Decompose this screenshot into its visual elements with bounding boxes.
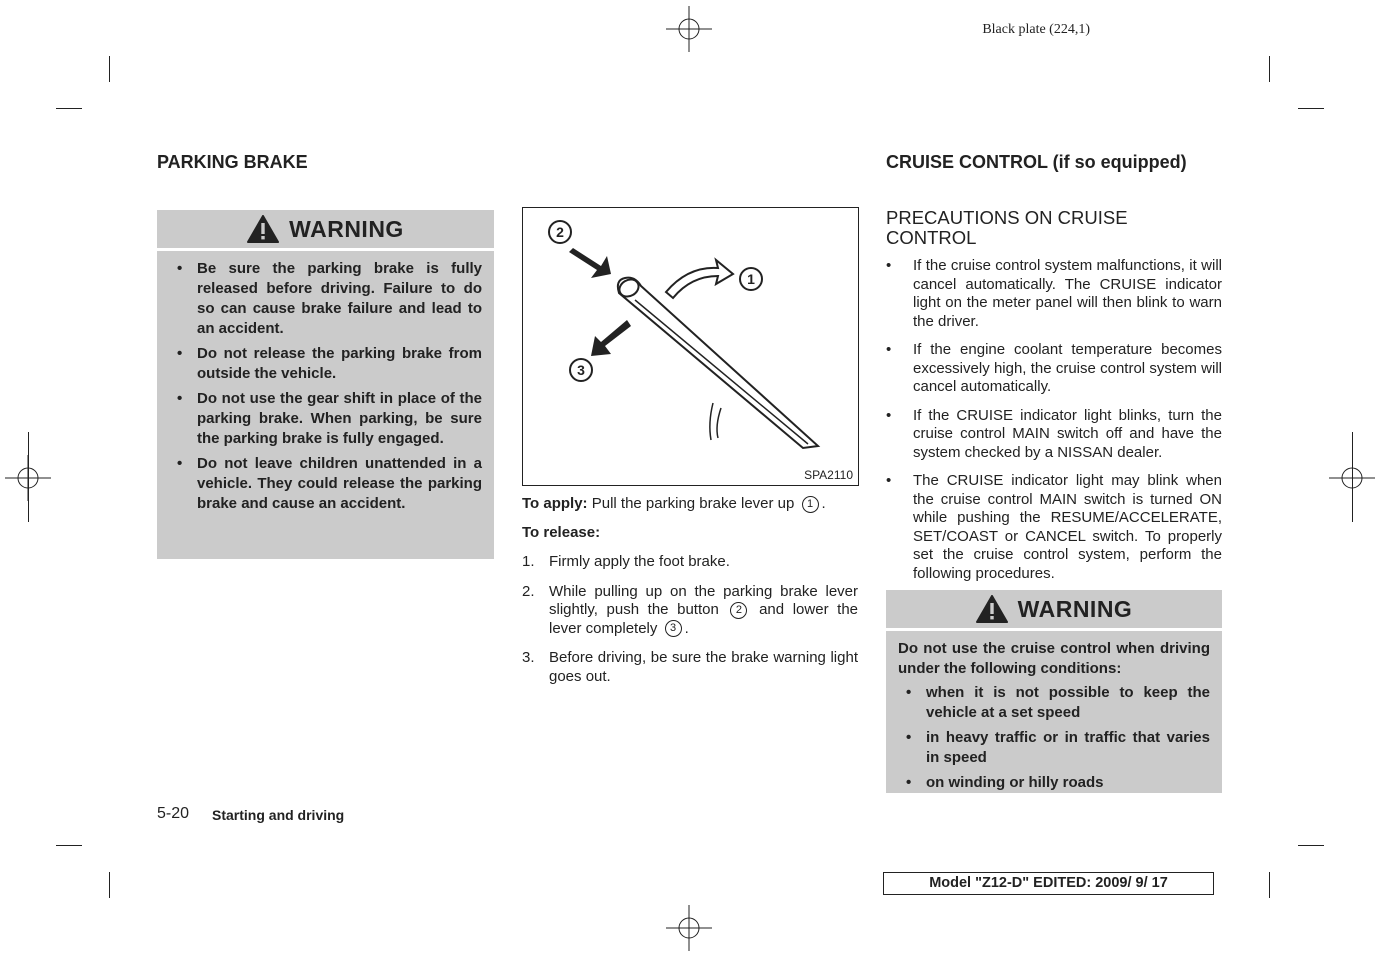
crop-mark [109,56,110,82]
warning-intro: Do not use the cruise control when driving under the following conditions: [898,640,1210,677]
warning-title: WARNING [1017,595,1133,622]
parking-brake-figure [522,207,859,486]
registration-mark [666,6,712,52]
warning-triangle-icon [247,215,279,243]
crop-mark [56,108,82,109]
callout-2: 2 [548,220,572,244]
page-number: 5-20 [157,805,190,822]
section-heading-parking-brake: PARKING BRAKE [157,152,308,172]
crop-mark [1269,872,1270,898]
registration-mark [666,905,712,951]
figure-id: SPA2110 [804,468,853,482]
precaution-item: • If the cruise control system malfunctions, it will cancel automatically. The CRUISE indicator light on the meter panel will then blink to warn the driver. [886,257,1222,331]
model-edit-box: Model "Z12-D" EDITED: 2009/ 9/ 17 [883,872,1214,895]
warning-item: • on winding or hilly roads [898,773,1210,793]
apply-label: To apply: [522,495,588,512]
warning-item: • when it is not possible to keep the vehicle at a set speed [898,683,1210,723]
parking-brake-lever-illustration [523,208,858,485]
apply-instruction: To apply: Pull the parking brake lever up 1 . [522,495,826,512]
subheading-precautions: PRECAUTIONS ON CRUISE CONTROL [886,207,1128,248]
section-heading-cruise-control: CRUISE CONTROL (if so equipped) [886,152,1187,172]
callout-3: 3 [569,358,593,382]
precaution-item: • The CRUISE indicator light may blink when the cruise control MAIN switch is turned ON while pushing the RESUME/ACCELERATE, SET/COAST or CANCEL switch. To properly set the cruise control system, perform the following procedures. [886,472,1222,583]
crop-mark [28,432,29,522]
ref-circle: 2 [730,602,747,619]
warning-item: • Do not use the gear shift in place of the parking brake. When parking, be sure the parking brake is fully engaged. [169,389,482,449]
precaution-item: • If the engine coolant temperature becomes excessively high, the cruise control system will cancel automatically. [886,341,1222,397]
crop-mark [109,872,110,898]
warning-header [886,590,1222,631]
plate-label: Black plate (224,1) [982,22,1090,37]
release-step: 2. While pulling up on the parking brake lever slightly, push the button 2 and lower the lever completely 3 . [522,582,859,637]
parking-brake-warning [157,210,494,559]
crop-mark [1269,56,1270,82]
crop-mark [1298,845,1324,846]
ref-circle: 3 [665,620,682,637]
ref-circle: 1 [802,496,819,513]
release-step: 1. Firmly apply the foot brake. [522,553,730,570]
warning-triangle-icon [976,595,1008,623]
callout-1: 1 [739,267,763,291]
warning-item: • in heavy traffic or in traffic that varies in speed [898,728,1210,768]
warning-item: • Do not leave children unattended in a vehicle. They could release the parking brake and cause an accident. [169,454,482,514]
release-steps [522,553,858,697]
precaution-item: • If the CRUISE indicator light blinks, turn the cruise control MAIN switch off and have the system checked by a NISSAN dealer. [886,407,1222,463]
warning-title: WARNING [289,215,404,242]
footer-section-name: Starting and driving [212,807,345,823]
warning-header [157,210,494,251]
warning-item: • Be sure the parking brake is fully released before driving. Failure to do so can cause brake failure and lead to an accident. [169,259,482,339]
crop-mark [1352,432,1353,522]
cruise-precautions [886,257,1222,593]
release-step: 3. Before driving, be sure the brake warning light goes out. [522,649,858,685]
crop-mark [1298,108,1324,109]
warning-item: • Do not release the parking brake from outside the vehicle. [169,344,482,384]
cruise-control-warning [886,590,1222,793]
apply-text: Pull the parking brake lever up [591,495,795,512]
release-label: To release: [522,524,601,541]
crop-mark [56,845,82,846]
